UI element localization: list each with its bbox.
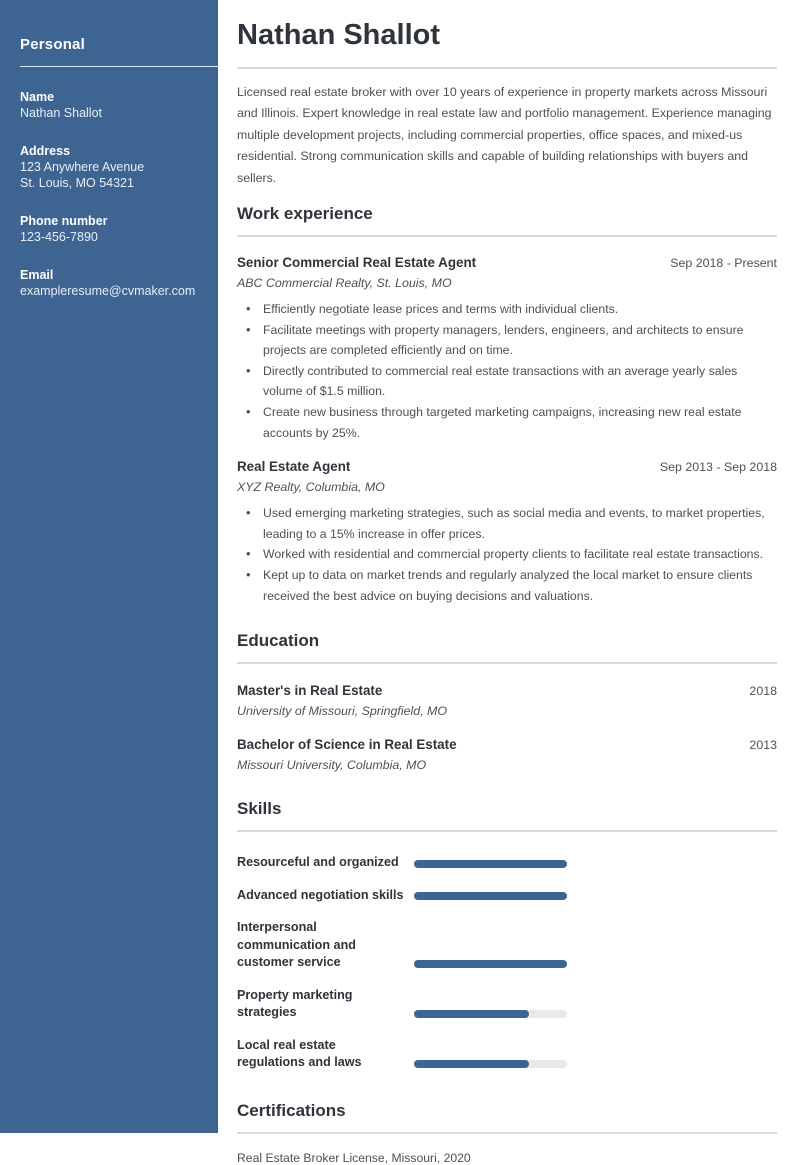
- job-company: ABC Commercial Realty, St. Louis, MO: [237, 276, 452, 291]
- sidebar-divider: [20, 66, 218, 67]
- education-degree: Bachelor of Science in Real Estate: [237, 737, 457, 753]
- job-dates: Sep 2018 - Present: [670, 256, 777, 271]
- sidebar: [0, 0, 218, 1133]
- section-heading-certifications: Certifications: [237, 1100, 346, 1120]
- job-header: [237, 255, 777, 270]
- job-bullet: • Directly contributed to commercial real estate transactions with an average yearly sales volume of $1.5 million.: [237, 361, 777, 402]
- education-year: 2018: [749, 684, 777, 699]
- skill-label: Advanced negotiation skills: [237, 887, 404, 902]
- resume-name-title: Nathan Shallot: [237, 19, 441, 51]
- job-company: XYZ Realty, Columbia, MO: [237, 480, 385, 495]
- job-bullet: • Facilitate meetings with property managers, lenders, engineers, and architects to ensure projects are completed efficiently and on time.: [237, 320, 777, 361]
- sidebar-field-phone: [20, 213, 218, 245]
- job-dates: Sep 2013 - Sep 2018: [659, 460, 777, 475]
- education-school: Missouri University, Columbia, MO: [237, 758, 427, 773]
- skill-bar-track: [414, 960, 567, 968]
- phone-value: 123-456-7890: [20, 230, 98, 244]
- skill-bar-track: [414, 1010, 567, 1018]
- divider-education: [237, 662, 777, 664]
- job-entry: [237, 255, 777, 443]
- certification-item: Real Estate Broker License, Missouri, 2020: [237, 1150, 471, 1165]
- education-header: [237, 683, 777, 698]
- job-bullet: • Used emerging marketing strategies, such as social media and events, to market properties, leading to a 15% increase in offer prices.: [237, 503, 777, 544]
- job-bullet: • Worked with residential and commercial property clients to facilitate real estate transactions.: [237, 544, 777, 565]
- education-entry: [237, 683, 777, 718]
- phone-label: Phone number: [20, 214, 108, 228]
- sidebar-field-name: [20, 89, 218, 121]
- address-label: Address: [20, 144, 71, 158]
- job-bullet-list: [237, 503, 777, 606]
- job-bullet: • Efficiently negotiate lease prices and terms with individual clients.: [237, 299, 777, 320]
- job-bullet: • Create new business through targeted marketing campaigns, increasing new real estate accounts by 25%.: [237, 402, 777, 443]
- job-bullet: • Kept up to data on market trends and regularly analyzed the local market to ensure clients received the best advice on buying decisions and valuations.: [237, 565, 777, 606]
- skill-label: Property marketing strategies: [237, 987, 353, 1020]
- education-header: [237, 737, 777, 752]
- section-heading-skills: Skills: [237, 799, 282, 819]
- sidebar-field-address: [20, 143, 218, 191]
- skill-bar-track: [414, 1060, 567, 1068]
- skill-label: Interpersonal communication and customer service: [237, 920, 356, 970]
- skill-row: [237, 919, 777, 972]
- education-school: University of Missouri, Springfield, MO: [237, 704, 448, 719]
- skill-row: [237, 854, 777, 872]
- job-entry: [237, 459, 777, 606]
- job-header: [237, 459, 777, 474]
- skill-bar-fill: [414, 860, 567, 868]
- section-heading-education: Education: [237, 631, 320, 651]
- skill-row: [237, 1037, 777, 1072]
- skill-row: [237, 887, 777, 905]
- section-heading-work-experience: Work experience: [237, 204, 373, 224]
- skill-bar-fill: [414, 1010, 529, 1018]
- email-value: exampleresume@cvmaker.com: [20, 284, 196, 298]
- skill-label: Local real estate regulations and laws: [237, 1037, 362, 1070]
- name-label: Name: [20, 90, 55, 104]
- education-year: 2013: [749, 738, 777, 753]
- address-line-2: St. Louis, MO 54321: [20, 176, 134, 190]
- education-degree: Master's in Real Estate: [237, 683, 383, 699]
- address-line-1: 123 Anywhere Avenue: [20, 160, 145, 174]
- skill-label: Resourceful and organized: [237, 855, 399, 870]
- divider-work: [237, 235, 777, 237]
- job-title: Real Estate Agent: [237, 459, 351, 475]
- profile-summary: Licensed real estate broker with over 10 years of experience in property markets across Missouri and Illinois. Expert knowledge in real estate law and portfolio management. Experience managing multiple development projects, including commercial properties, office spaces, and mixed-us residential. Strong communication skills and capable of building relationships with buyers and sellers.: [237, 85, 772, 185]
- name-value: Nathan Shallot: [20, 106, 103, 120]
- skill-bar-fill: [414, 1060, 529, 1068]
- resume-main: [218, 0, 800, 1165]
- sidebar-field-email: [20, 267, 218, 299]
- job-title: Senior Commercial Real Estate Agent: [237, 255, 477, 271]
- divider-under-name: [237, 67, 777, 69]
- skill-bar-track: [414, 860, 567, 868]
- job-bullet-list: [237, 299, 777, 443]
- divider-certifications: [237, 1132, 777, 1134]
- sidebar-heading: Personal: [20, 36, 85, 53]
- skill-bar-track: [414, 892, 567, 900]
- skill-row: [237, 987, 777, 1022]
- skill-bar-fill: [414, 960, 567, 968]
- divider-skills: [237, 830, 777, 832]
- education-entry: [237, 737, 777, 772]
- email-label: Email: [20, 268, 54, 282]
- skill-bar-fill: [414, 892, 567, 900]
